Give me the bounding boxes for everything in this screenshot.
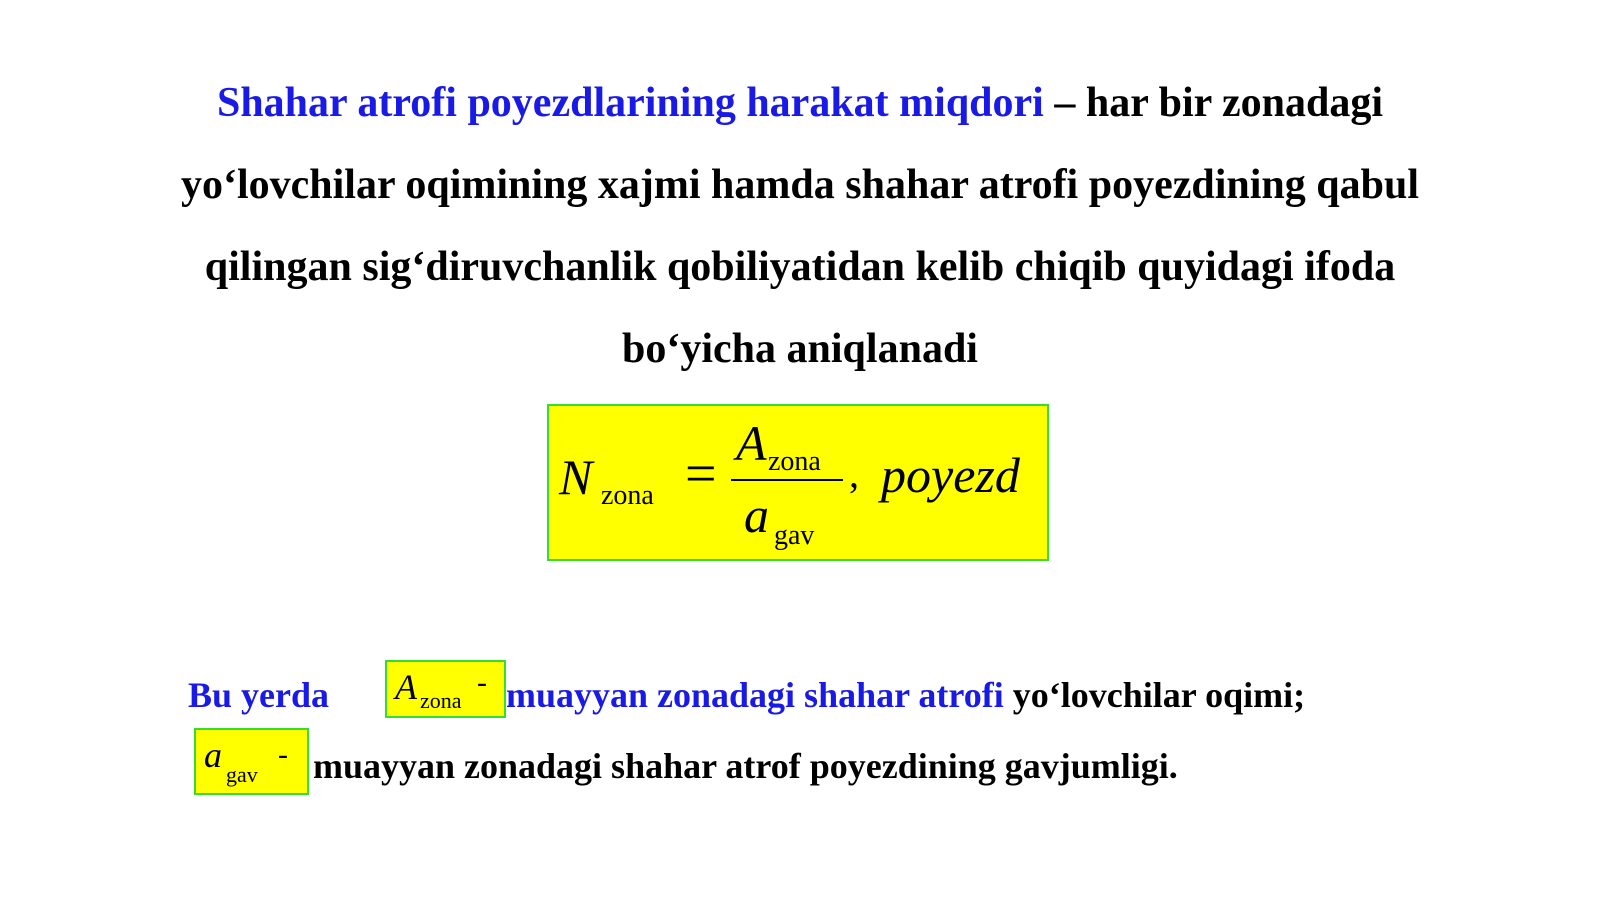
legend-item1-symbol-box [385, 660, 506, 718]
legend-item2-dash: - [278, 738, 288, 771]
definition-term: Shahar atrofi poyezdlarining harakat miqdori [216, 80, 1044, 126]
legend-item2-symbol: a [204, 735, 222, 775]
definition-paragraph [110, 62, 1490, 390]
definition-line1-rest: – har bir zonadagi [1043, 80, 1384, 126]
formula-numerator-subscript: zona [768, 446, 821, 477]
fraction-bar [731, 479, 843, 481]
legend-item1-desc [506, 674, 1305, 716]
definition-line4: bo‘yicha aniqlanadi [622, 326, 978, 372]
formula-comma: , [849, 451, 859, 496]
legend-line1 [188, 674, 329, 716]
definition-line3: qilingan sig‘diruvchanlik qobiliyatidan kelib chiqib quyidagi ifoda [204, 244, 1396, 290]
formula-denominator-subscript: gav [774, 520, 815, 551]
legend-item2-subscript: gav [226, 762, 258, 787]
formula-denominator-symbol: a [744, 487, 769, 543]
formula-unit: poyezd [881, 447, 1020, 503]
formula-numerator-symbol: A [736, 415, 767, 471]
legend-item1-dash: - [477, 666, 487, 699]
legend-intro: Bu yerda [188, 675, 330, 715]
formula-equals: = [685, 443, 717, 505]
formula-lhs-symbol: N [559, 449, 593, 505]
formula-box [547, 404, 1049, 561]
legend-item1-desc-blue: muayyan zonadagi shahar atrofi [506, 675, 1004, 715]
formula-lhs-subscript: zona [601, 480, 654, 511]
legend-item1-symbol: A [395, 667, 417, 707]
legend-item1-subscript: zona [420, 688, 462, 713]
legend-item2-desc: muayyan zonadagi shahar atrof poyezdining gavjumligi. [313, 746, 1178, 786]
legend-item2-symbol-box [194, 728, 309, 795]
legend-item1-desc-black: yo‘lovchilar oqimi; [1003, 675, 1306, 715]
definition-line2: yo‘lovchilar oqimining xajmi hamda shahar atrofi poyezdining qabul [180, 162, 1420, 208]
